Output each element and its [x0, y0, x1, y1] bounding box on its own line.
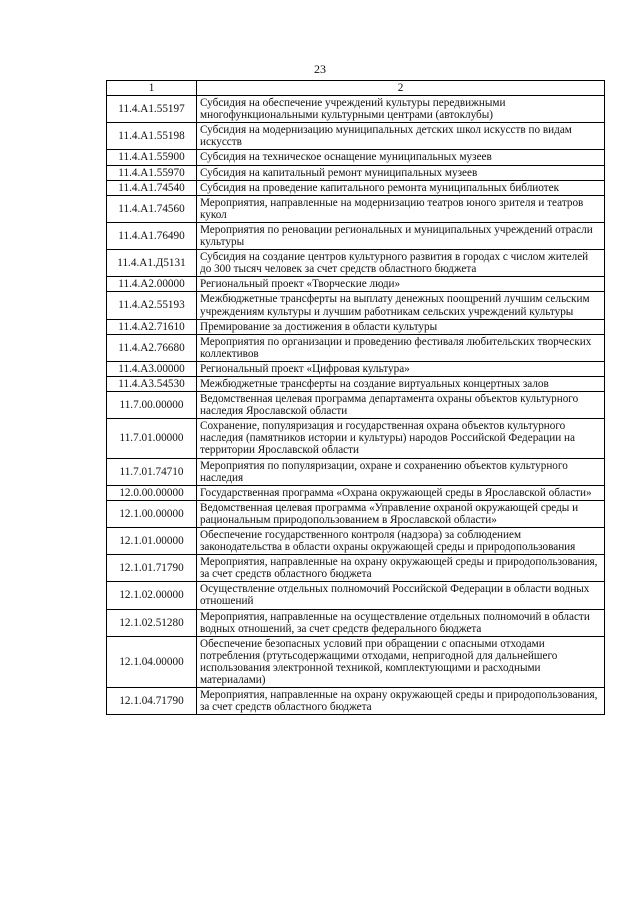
row-description: Субсидия на техническое оснащение муниципальных музеев — [197, 150, 605, 165]
row-code: 11.4.A1.55198 — [107, 123, 197, 150]
row-description: Ведомственная целевая программа департамента охраны объектов культурного наследия Ярославской области — [197, 392, 605, 419]
row-code: 11.4.A1.55900 — [107, 150, 197, 165]
table-row — [107, 334, 605, 361]
row-description: Сохранение, популяризация и государственная охрана объектов культурного наследия (памятников истории и культуры) народов Российской Федерации на территории Ярославской области — [197, 419, 605, 458]
row-code: 11.4.A1.74540 — [107, 180, 197, 195]
table-row — [107, 419, 605, 458]
table-row — [107, 165, 605, 180]
row-code: 11.7.01.00000 — [107, 419, 197, 458]
row-description: Мероприятия, направленные на охрану окружающей среды и природопользования, за счет средств областного бюджета — [197, 555, 605, 582]
row-code: 11.7.00.00000 — [107, 392, 197, 419]
row-description: Обеспечение безопасных условий при обращении с опасными отходами потребления (ртутьсодержащими отходами, непригодной для дальнейшего использования электронной техникой, комплектующими и расходными материалами) — [197, 636, 605, 687]
row-description: Межбюджетные трансферты на создание виртуальных концертных залов — [197, 376, 605, 391]
row-code: 11.4.A1.74560 — [107, 195, 197, 222]
table-row — [107, 582, 605, 609]
column-header-2: 2 — [197, 81, 605, 96]
table-row — [107, 392, 605, 419]
row-code: 12.0.00.00000 — [107, 485, 197, 500]
row-code: 12.1.00.00000 — [107, 500, 197, 527]
table-row — [107, 376, 605, 391]
table-row — [107, 485, 605, 500]
table-row — [107, 222, 605, 249]
page-number: 23 — [314, 62, 326, 76]
row-description: Мероприятия по популяризации, охране и сохранению объектов культурного наследия — [197, 458, 605, 485]
row-code: 11.4.A2.55193 — [107, 292, 197, 319]
row-description: Премирование за достижения в области культуры — [197, 319, 605, 334]
row-description: Субсидия на обеспечение учреждений культуры передвижными многофункциональными культурными центрами (автоклубы) — [197, 96, 605, 123]
row-description: Мероприятия, направленные на осуществление отдельных полномочий в области водных отношений, за счет средств федерального бюджета — [197, 609, 605, 636]
row-code: 11.4.A1.55197 — [107, 96, 197, 123]
row-code: 11.4.A3.54530 — [107, 376, 197, 391]
table-row — [107, 180, 605, 195]
row-description: Ведомственная целевая программа «Управление охраной окружающей среды и рациональным природопользованием в Ярославской области» — [197, 500, 605, 527]
row-description: Межбюджетные трансферты на выплату денежных поощрений лучшим сельским учреждениям культуры и лучшим работникам сельских учреждений культуры — [197, 292, 605, 319]
table-row — [107, 688, 605, 715]
table-row — [107, 636, 605, 687]
row-description: Субсидия на модернизацию муниципальных детских школ искусств по видам искусств — [197, 123, 605, 150]
table-row — [107, 96, 605, 123]
row-description: Региональный проект «Творческие люди» — [197, 277, 605, 292]
table-row — [107, 458, 605, 485]
table-row — [107, 292, 605, 319]
row-code: 11.7.01.74710 — [107, 458, 197, 485]
table-row — [107, 150, 605, 165]
column-header-1: 1 — [107, 81, 197, 96]
row-description: Осуществление отдельных полномочий Российской Федерации в области водных отношений — [197, 582, 605, 609]
row-code: 11.4.A2.71610 — [107, 319, 197, 334]
row-code: 11.4.A2.76680 — [107, 334, 197, 361]
row-description: Субсидия на капитальный ремонт муниципальных музеев — [197, 165, 605, 180]
budget-classification-table — [106, 80, 605, 715]
row-description: Обеспечение государственного контроля (надзора) за соблюдением законодательства в области охраны окружающей среды и природопользования — [197, 528, 605, 555]
table-row — [107, 123, 605, 150]
table-row — [107, 319, 605, 334]
table-row — [107, 361, 605, 376]
row-description: Субсидия на создание центров культурного развития в городах с числом жителей до 300 тысяч человек за счет средств областного бюджета — [197, 250, 605, 277]
table-row — [107, 277, 605, 292]
row-code: 12.1.04.71790 — [107, 688, 197, 715]
row-code: 12.1.01.00000 — [107, 528, 197, 555]
row-code: 12.1.02.51280 — [107, 609, 197, 636]
row-code: 12.1.01.71790 — [107, 555, 197, 582]
row-description: Региональный проект «Цифровая культура» — [197, 361, 605, 376]
row-code: 11.4.A3.00000 — [107, 361, 197, 376]
row-description: Государственная программа «Охрана окружающей среды в Ярославской области» — [197, 485, 605, 500]
table-row — [107, 195, 605, 222]
table-row — [107, 609, 605, 636]
row-description: Мероприятия, направленные на охрану окружающей среды и природопользования, за счет средств областного бюджета — [197, 688, 605, 715]
table-row — [107, 528, 605, 555]
row-description: Субсидия на проведение капитального ремонта муниципальных библиотек — [197, 180, 605, 195]
row-code: 11.4.A1.Д5131 — [107, 250, 197, 277]
row-description: Мероприятия по реновации региональных и муниципальных учреждений отрасли культуры — [197, 222, 605, 249]
row-code: 11.4.A1.55970 — [107, 165, 197, 180]
table-header-row — [107, 81, 605, 96]
table-row — [107, 555, 605, 582]
row-code: 11.4.A2.00000 — [107, 277, 197, 292]
row-code: 12.1.04.00000 — [107, 636, 197, 687]
row-code: 11.4.A1.76490 — [107, 222, 197, 249]
row-code: 12.1.02.00000 — [107, 582, 197, 609]
table-row — [107, 250, 605, 277]
table-row — [107, 500, 605, 527]
row-description: Мероприятия по организации и проведению фестиваля любительских творческих коллективов — [197, 334, 605, 361]
row-description: Мероприятия, направленные на модернизацию театров юного зрителя и театров кукол — [197, 195, 605, 222]
